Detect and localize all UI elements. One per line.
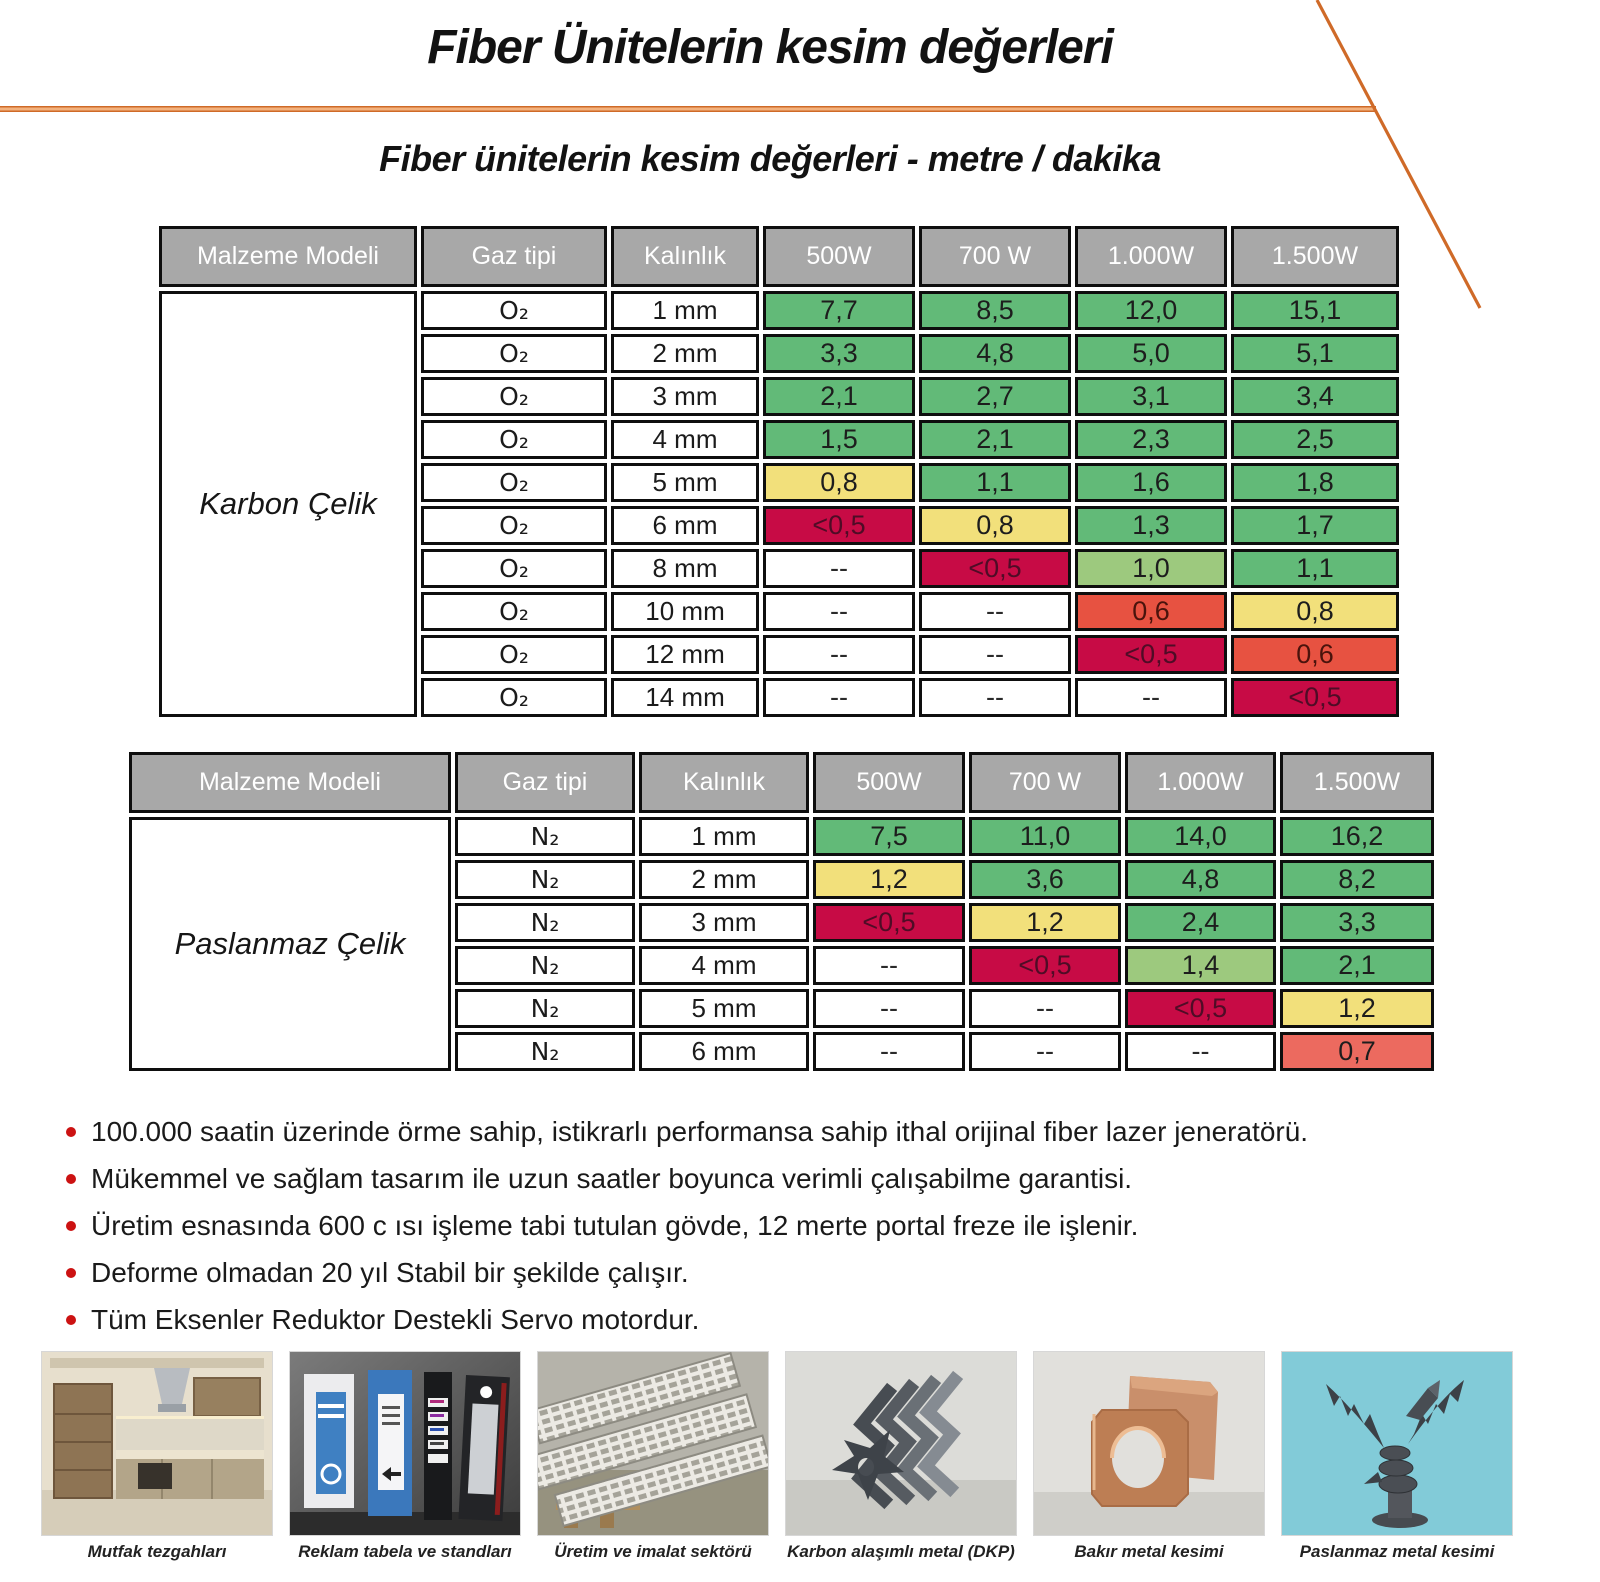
gas-cell: N₂ (455, 989, 635, 1028)
value-cell: 16,2 (1280, 817, 1434, 856)
thickness-cell: 8 mm (611, 549, 759, 588)
value-cell: 14,0 (1125, 817, 1276, 856)
value-cell: 8,2 (1280, 860, 1434, 899)
value-cell: 1,6 (1075, 463, 1227, 502)
value-cell: 0,6 (1231, 635, 1399, 674)
thickness-cell: 4 mm (639, 946, 809, 985)
list-item (66, 1108, 1570, 1155)
value-cell: 3,1 (1075, 377, 1227, 416)
column-header-material: Malzeme Modeli (159, 226, 417, 287)
value-cell: 2,7 (919, 377, 1071, 416)
metal-grids-photo (538, 1352, 768, 1535)
thickness-cell: 4 mm (611, 420, 759, 459)
column-header-700w: 700 W (969, 752, 1121, 813)
column-header-1500w: 1.500W (1280, 752, 1434, 813)
gas-cell: O₂ (421, 420, 607, 459)
value-cell: 2,4 (1125, 903, 1276, 942)
thickness-cell: 5 mm (639, 989, 809, 1028)
value-cell: -- (813, 1032, 965, 1071)
value-cell: -- (763, 592, 915, 631)
carbon-parts-photo (786, 1352, 1016, 1535)
value-cell: 1,2 (813, 860, 965, 899)
value-cell: 1,1 (1231, 549, 1399, 588)
value-cell: 8,5 (919, 291, 1071, 330)
column-header-gas: Gaz tipi (421, 226, 607, 287)
thickness-cell: 2 mm (611, 334, 759, 373)
feature-list (66, 1108, 1570, 1343)
value-cell: 11,0 (969, 817, 1121, 856)
gallery-caption: Karbon alaşımlı metal (DKP) (787, 1542, 1015, 1561)
list-item (66, 1202, 1570, 1249)
gas-cell: O₂ (421, 291, 607, 330)
gas-cell: O₂ (421, 635, 607, 674)
gallery-item (786, 1352, 1016, 1562)
value-cell: -- (1125, 1032, 1276, 1071)
value-cell: 7,7 (763, 291, 915, 330)
value-cell: 0,6 (1075, 592, 1227, 631)
thickness-cell: 10 mm (611, 592, 759, 631)
value-cell: <0,5 (1125, 989, 1276, 1028)
paslanmaz-celik-table (125, 748, 1438, 1075)
value-cell: -- (919, 592, 1071, 631)
bullet-icon (66, 1127, 76, 1137)
value-cell: 2,1 (919, 420, 1071, 459)
gas-cell: N₂ (455, 1032, 635, 1071)
value-cell: 3,3 (763, 334, 915, 373)
gas-cell: N₂ (455, 817, 635, 856)
table-row (129, 817, 1434, 856)
gas-cell: N₂ (455, 946, 635, 985)
value-cell: -- (763, 549, 915, 588)
value-cell: 1,8 (1231, 463, 1399, 502)
value-cell: 2,1 (1280, 946, 1434, 985)
thickness-cell: 1 mm (639, 817, 809, 856)
feature-text: Üretim esnasında 600 c ısı işleme tabi tutulan gövde, 12 merte portal freze ile işlenir. (91, 1209, 1139, 1241)
value-cell: <0,5 (1231, 678, 1399, 717)
value-cell: -- (763, 678, 915, 717)
value-cell: 3,3 (1280, 903, 1434, 942)
gallery-caption: Paslanmaz metal kesimi (1299, 1542, 1495, 1561)
value-cell: <0,5 (969, 946, 1121, 985)
thickness-cell: 14 mm (611, 678, 759, 717)
value-cell: 2,3 (1075, 420, 1227, 459)
value-cell: 1,1 (919, 463, 1071, 502)
value-cell: 5,0 (1075, 334, 1227, 373)
gas-cell: O₂ (421, 506, 607, 545)
value-cell: 0,8 (919, 506, 1071, 545)
value-cell: <0,5 (1075, 635, 1227, 674)
feature-text: 100.000 saatin üzerinde örme sahip, istikrarlı performansa sahip ithal orijinal fiber lazer jeneratörü. (91, 1115, 1309, 1147)
feature-text: Mükemmel ve sağlam tasarım ile uzun saatler boyunca verimli çalışabilme garantisi. (91, 1162, 1133, 1194)
column-header-thickness: Kalınlık (639, 752, 809, 813)
column-header-1000w: 1.000W (1125, 752, 1276, 813)
gallery-item (1282, 1352, 1512, 1562)
bullet-icon (66, 1174, 76, 1184)
list-item (66, 1249, 1570, 1296)
application-gallery (42, 1352, 1512, 1562)
material-cell: Karbon Çelik (159, 291, 417, 717)
gallery-item (1034, 1352, 1264, 1562)
value-cell: -- (919, 635, 1071, 674)
value-cell: -- (1075, 678, 1227, 717)
karbon-celik-table (155, 222, 1403, 721)
value-cell: <0,5 (919, 549, 1071, 588)
value-cell: 12,0 (1075, 291, 1227, 330)
list-item (66, 1155, 1570, 1202)
value-cell: 1,5 (763, 420, 915, 459)
signage-photo (290, 1352, 520, 1535)
thickness-cell: 12 mm (611, 635, 759, 674)
value-cell: 1,2 (1280, 989, 1434, 1028)
title-divider-line (0, 106, 1376, 112)
value-cell: 1,2 (969, 903, 1121, 942)
column-header-1500w: 1.500W (1231, 226, 1399, 287)
value-cell: 1,3 (1075, 506, 1227, 545)
value-cell: -- (969, 989, 1121, 1028)
value-cell: <0,5 (813, 903, 965, 942)
value-cell: 0,8 (763, 463, 915, 502)
gallery-caption: Bakır metal kesimi (1074, 1542, 1224, 1561)
thickness-cell: 6 mm (639, 1032, 809, 1071)
gas-cell: O₂ (421, 377, 607, 416)
thickness-cell: 1 mm (611, 291, 759, 330)
value-cell: 15,1 (1231, 291, 1399, 330)
column-header-500w: 500W (763, 226, 915, 287)
copper-plate-photo (1034, 1352, 1264, 1535)
value-cell: 3,4 (1231, 377, 1399, 416)
table-row (159, 291, 1399, 330)
thickness-cell: 3 mm (611, 377, 759, 416)
kitchen-photo (42, 1352, 272, 1535)
thickness-cell: 6 mm (611, 506, 759, 545)
gallery-item (42, 1352, 272, 1562)
page-title: Fiber Ünitelerin kesim değerleri (427, 21, 1113, 74)
value-cell: -- (813, 989, 965, 1028)
bullet-icon (66, 1268, 76, 1278)
gallery-caption: Üretim ve imalat sektörü (554, 1542, 752, 1561)
column-header-500w: 500W (813, 752, 965, 813)
value-cell: 4,8 (1125, 860, 1276, 899)
value-cell: 2,5 (1231, 420, 1399, 459)
thickness-cell: 5 mm (611, 463, 759, 502)
gas-cell: N₂ (455, 860, 635, 899)
column-header-material: Malzeme Modeli (129, 752, 451, 813)
value-cell: 0,7 (1280, 1032, 1434, 1071)
steel-eagle-photo (1282, 1352, 1512, 1535)
column-header-1000w: 1.000W (1075, 226, 1227, 287)
value-cell: 2,1 (763, 377, 915, 416)
material-cell: Paslanmaz Çelik (129, 817, 451, 1071)
value-cell: 4,8 (919, 334, 1071, 373)
bullet-icon (66, 1221, 76, 1231)
value-cell: <0,5 (763, 506, 915, 545)
value-cell: -- (969, 1032, 1121, 1071)
gas-cell: N₂ (455, 903, 635, 942)
thickness-cell: 2 mm (639, 860, 809, 899)
value-cell: 3,6 (969, 860, 1121, 899)
header-row (159, 226, 1399, 287)
column-header-gas: Gaz tipi (455, 752, 635, 813)
value-cell: -- (763, 635, 915, 674)
gallery-caption: Mutfak tezgahları (87, 1542, 227, 1561)
value-cell: 7,5 (813, 817, 965, 856)
value-cell: 1,4 (1125, 946, 1276, 985)
gallery-item (538, 1352, 768, 1562)
gas-cell: O₂ (421, 678, 607, 717)
feature-text: Deforme olmadan 20 yıl Stabil bir şekilde çalışır. (91, 1256, 689, 1288)
gas-cell: O₂ (421, 549, 607, 588)
value-cell: -- (813, 946, 965, 985)
gas-cell: O₂ (421, 592, 607, 631)
bullet-icon (66, 1315, 76, 1325)
value-cell: -- (919, 678, 1071, 717)
gas-cell: O₂ (421, 463, 607, 502)
list-item (66, 1296, 1570, 1343)
header-row (129, 752, 1434, 813)
thickness-cell: 3 mm (639, 903, 809, 942)
page-subtitle: Fiber ünitelerin kesim değerleri - metre / dakika (379, 138, 1161, 179)
value-cell: 1,0 (1075, 549, 1227, 588)
gallery-item (290, 1352, 520, 1562)
value-cell: 1,7 (1231, 506, 1399, 545)
value-cell: 0,8 (1231, 592, 1399, 631)
column-header-thickness: Kalınlık (611, 226, 759, 287)
gallery-caption: Reklam tabela ve standları (298, 1542, 512, 1561)
gas-cell: O₂ (421, 334, 607, 373)
value-cell: 5,1 (1231, 334, 1399, 373)
column-header-700w: 700 W (919, 226, 1071, 287)
feature-text: Tüm Eksenler Reduktor Destekli Servo motordur. (91, 1303, 700, 1335)
